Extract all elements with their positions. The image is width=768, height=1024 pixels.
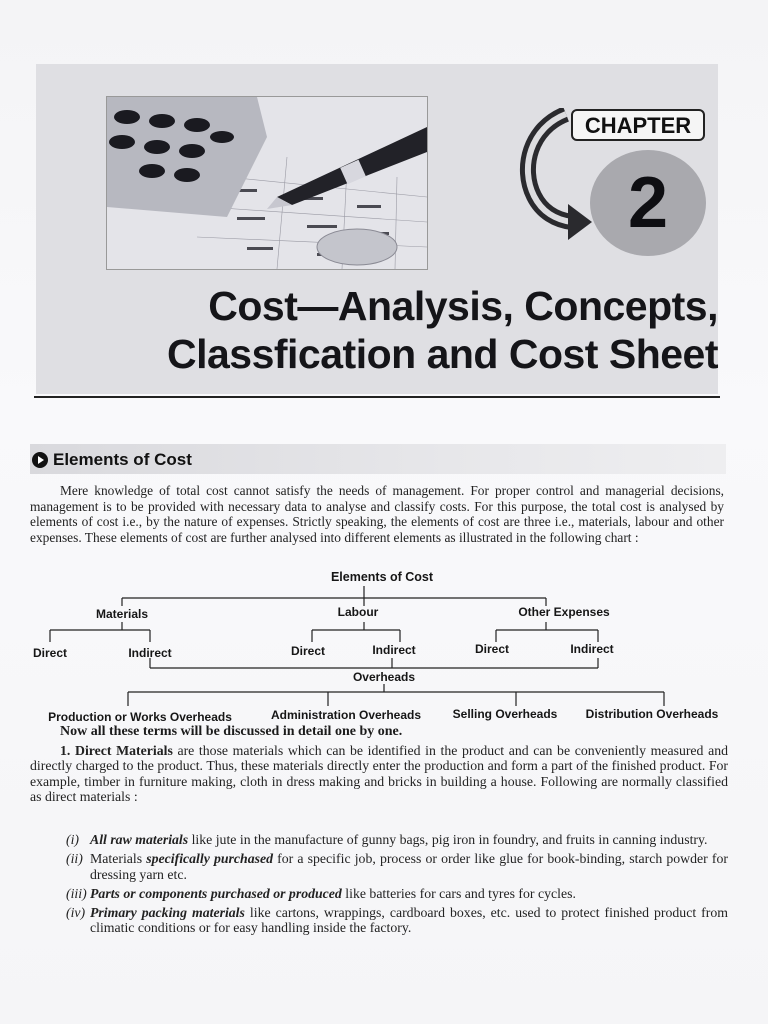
dm-text: are those materials which can be identified in the product and can be conveniently measured and directly charged to the product. Thus, these materials directly enter the production and form a part of the finished product. For example, timber in furniture making, cloth in dress making and bricks in building a house. Following are normally classified as direct materials :	[30, 743, 729, 804]
node-overheads: Overheads	[352, 670, 416, 684]
list-item-emphasis: All raw materials	[90, 832, 189, 847]
list-item-emphasis: specifically purchased	[146, 851, 274, 867]
node-production-overheads: Production or Works Overheads	[48, 710, 232, 724]
dm-number: 1.	[60, 743, 71, 758]
chapter-number: 2	[590, 150, 706, 256]
list-item	[30, 851, 728, 882]
lead-sentence: Now all these terms will be discussed in detail one by one.	[60, 724, 403, 739]
list-item-emphasis: Parts or components purchased or produced	[90, 885, 342, 901]
node-distribution-overheads: Distribution Overheads	[585, 707, 719, 721]
chapter-title-line-2: Classfication and Cost Sheet	[166, 331, 718, 377]
node-materials-direct: Direct	[32, 646, 68, 660]
list-item-prefix: Materials	[90, 851, 147, 867]
node-materials-indirect: Indirect	[128, 646, 172, 660]
section-heading-text: Elements of Cost	[53, 450, 192, 469]
node-selling-overheads: Selling Overheads	[452, 707, 558, 721]
node-elements-of-cost: Elements of Cost	[330, 570, 434, 584]
list-item-number: (i)	[66, 832, 80, 847]
intro-text: Mere knowledge of total cost cannot satisfy the needs of management. For proper control and managerial decisions, management is to be provided with necessary data to analyse and classify costs. For this purpose, the total cost is analysed by elements of cost i.e., by the nature of expenses. Strictly speaking, the elements of cost are three i.e., materials, labour and other expenses. These elements of cost are further analysed into different elements as illustrated in the following chart :	[30, 483, 724, 545]
section-heading	[32, 448, 192, 472]
list-item-number: (iv)	[66, 905, 86, 921]
node-administration-overheads: Administration Overheads	[270, 708, 422, 722]
list-item-text: like cartons, wrappings, cardboard boxes, etc. used to protect finished product from climatic conditions or for easy handling inside the factory.	[90, 905, 728, 936]
list-item	[30, 832, 728, 847]
list-item-emphasis: Primary packing materials	[90, 905, 245, 921]
node-labour-direct: Direct	[290, 644, 326, 658]
node-other-indirect: Indirect	[570, 642, 614, 656]
calculator-pen-illustration	[107, 97, 427, 269]
calculator-pen-photo	[106, 96, 428, 270]
node-other-direct: Direct	[474, 642, 510, 656]
chapter-title	[130, 282, 718, 378]
list-item-number: (ii)	[66, 851, 83, 867]
chapter-title-line-1: Cost—Analysis, Concepts,	[208, 283, 718, 329]
list-item	[30, 905, 728, 936]
dm-term: Direct Materials	[75, 743, 173, 758]
node-labour-indirect: Indirect	[372, 643, 416, 657]
list-item	[30, 886, 728, 901]
node-other-expenses: Other Expenses	[518, 605, 610, 619]
elements-of-cost-diagram	[0, 560, 768, 730]
intro-paragraph	[30, 483, 724, 545]
title-divider	[34, 396, 720, 398]
node-materials: Materials	[95, 607, 149, 621]
direct-materials-paragraph	[30, 743, 728, 804]
play-bullet-icon	[32, 452, 48, 468]
list-item-text: like jute in the manufacture of gunny bags, pig iron in foundry, and fruits in canning industry.	[188, 832, 708, 847]
chapter-label: CHAPTER	[571, 109, 705, 141]
list-item-text: like batteries for cars and tyres for cycles.	[341, 885, 576, 901]
list-item-number: (iii)	[66, 885, 87, 901]
node-labour: Labour	[337, 605, 379, 619]
direct-materials-list	[30, 832, 728, 940]
list-item-text: for a specific job, process or order like glue for book-binding, starch powder for dressing yarn etc.	[90, 851, 728, 882]
